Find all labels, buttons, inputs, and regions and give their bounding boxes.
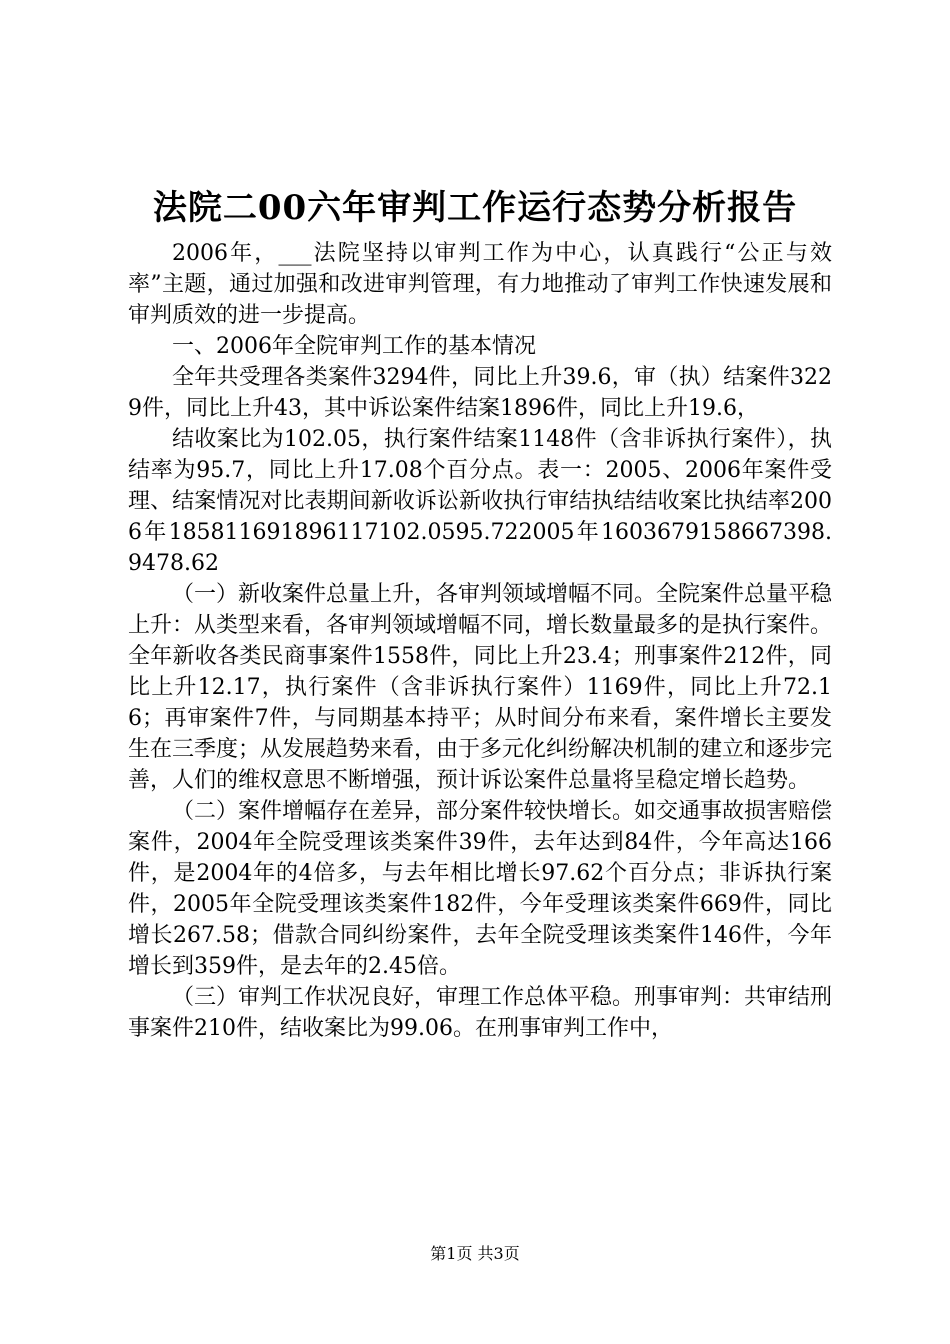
- paragraph-ratio-and-table: 结收案比为102.05，执行案件结案1148件（含非诉执行案件），执结率为95.7，同比上升17.08个百分点。表一：2005、2006年案件受理、结案情况对比表期间新收诉讼新收执行审结执结结收案比执结率2006年18581169189611710​2.0595.722005年1603679158667398.9478.62: [128, 427, 832, 576]
- page-footer: 第1页 共3页: [430, 1244, 520, 1263]
- paragraph-case-totals: 全年共受理各类案件3294件，同比上升39.6，审（执）结案件3229件，同比上升43，其中诉讼案件结案1896件，同比上升19.6，: [128, 365, 832, 421]
- section-heading-1: 一、2006年全院审判工作的基本情况: [172, 334, 536, 359]
- paragraph-intro: 2006年，___法院坚持以审判工作为中心，认真践行“公正与效率”主题，通过加强和改进审判管理，有力地推动了审判工作快速发展和审判质效的进一步提高。: [128, 241, 832, 328]
- document-body: [128, 238, 832, 1044]
- paragraph-subsection-2: （二）案件增幅存在差异，部分案件较快增长。如交通事故损害赔偿案件，2004年全院受理该类案件39件，去年达到84件，今年高达166件，是2004年的4倍多，与去年相比增长97.62个百分点；非诉执行案件，2005年全院受理该类案件182件，今年受理该类案件669件，同比增长267.58；借款合同纠纷案件，去年全院受理该类案件146件，今年增长到359件，是去年的2.45倍。: [128, 799, 833, 979]
- document-title: 法院二00六年审判工作运行态势分析报告: [152, 188, 798, 228]
- paragraph-subsection-3: （三）审判工作状况良好，审理工作总体平稳。刑事审判：共审结刑事案件210件，结收案比为99.06。在刑事审判工作中，: [128, 985, 833, 1041]
- paragraph-subsection-1: （一）新收案件总量上升，各审判领域增幅不同。全院案件总量平稳上升：从类型来看，各审判领域增幅不同，增长数量最多的是执行案件。全年新收各类民商事案件1558件，同比上升23.4；刑事案件212件，同比上升12.17，执行案件（含非诉执行案件）1169件，同比上升72.16；再审案件7件，与同期基本持平；从时间分布来看，案件增长主要发生在三季度；从发展趋势来看，由于多元化纠纷解决机制的建立和逐步完善，人们的维权意思不断增强，预计诉讼案件总量将呈稳定增长趋势。: [128, 582, 833, 793]
